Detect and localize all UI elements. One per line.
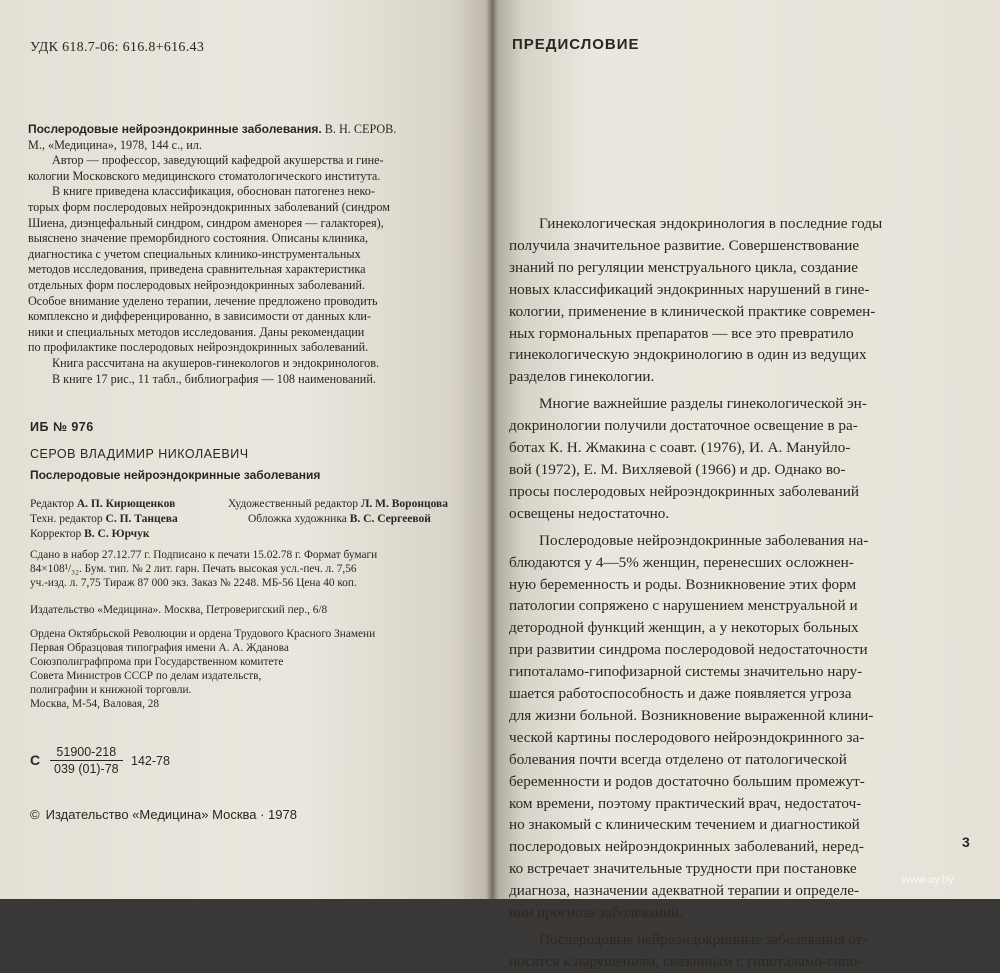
printer-line: Первая Образцовая типография имени А. А. Жданова <box>30 642 289 654</box>
printer-line: Союзполиграфпрома при Государственном комитете <box>30 656 284 668</box>
annotation-line: кологии Московского медицинского стоматологического института. <box>28 168 381 183</box>
annotation-line: отдельных форм послеродовых нейроэндокринных заболеваний. <box>28 277 366 292</box>
annotation-line: Шиена, диэнцефальный синдром, синдром аменорея — галакторея), <box>28 215 384 230</box>
annotation-line: методов исследования, приведена сравнительная характеристика <box>28 262 366 277</box>
book-gutter <box>486 0 498 899</box>
body-line: Гинекологическая эндокринология в последние годы <box>539 215 883 232</box>
credit-name: А. П. Кирющенков <box>76 498 176 510</box>
printer-line: Совета Министров СССР по делам издательств, <box>30 670 262 682</box>
credit-label: Художественный редактор <box>228 498 358 510</box>
body-line: при развитии синдрома послеродовой недостаточности <box>509 641 868 659</box>
body-line: беременности и родов достаточно большим промежут- <box>509 772 865 790</box>
index-letter: С <box>30 752 41 768</box>
index-numerator: 51900-218 <box>50 745 123 761</box>
body-line: просы послеродовых нейроэндокринных заболеваний <box>509 482 859 500</box>
body-line: гипоталамо-гипофизарной системы значительно нару- <box>509 663 863 681</box>
page-number: 3 <box>962 834 970 850</box>
body-line: болевания почти всегда отделено от патологической <box>509 750 847 768</box>
body-line: ных гормональных препаратов — все это превратило <box>509 324 854 342</box>
preface-body <box>509 213 971 973</box>
annotation-line: выяснено значение преморбидного состояния. Описаны клиника, <box>28 231 369 246</box>
credit-corrector <box>30 528 150 540</box>
index-denominator: 039 (01)-78 <box>54 762 119 776</box>
credit-tech-editor <box>30 513 178 525</box>
body-line: шается работоспособность и даже появляется угроза <box>509 685 852 703</box>
index-fraction <box>50 745 123 776</box>
credit-name: С. П. Танцева <box>105 513 178 525</box>
annotation-line: диагностика с учетом специальных клинико-инструментальных <box>28 246 361 261</box>
body-line: Послеродовые нейроэндокринные заболевания на- <box>539 531 869 549</box>
credit-editor <box>30 498 175 510</box>
publisher-address: Издательство «Медицина». Москва, Петроверигский пер., 6/8 <box>30 604 328 616</box>
body-line: диагноза, назначении адекватной терапии и определе- <box>509 882 860 900</box>
credit-label: Техн. редактор <box>30 513 103 525</box>
imprint-line: Сдано в набор 27.12.77 г. Подписано к печати 15.02.78 г. Формат бумаги <box>30 549 378 561</box>
body-line: ко встречает значительные трудности при постановке <box>509 860 857 878</box>
annotation-line: В книге приведена классификация, обоснован патогенез неко- <box>52 184 375 199</box>
annotation-line: М., «Медицина», 1978, 144 с., ил. <box>28 137 202 152</box>
body-line: ческой картины послеродового нейроэндокринного за- <box>509 728 865 746</box>
body-line: кологии, применение в клинической практике современ- <box>509 302 876 320</box>
body-line: патологии сопряжено с нарушением менструальной и <box>509 597 858 615</box>
credit-art-editor <box>228 498 448 510</box>
body-line: нии прогноза заболеваний. <box>509 904 684 922</box>
body-line: освещены недостаточно. <box>509 504 670 522</box>
body-line: гинекологическую эндокринологию в один из ведущих <box>509 346 867 364</box>
ib-number: ИБ № 976 <box>30 420 94 434</box>
credit-name: В. С. Сергеевой <box>349 513 431 525</box>
credit-name: В. С. Юрчук <box>84 528 150 540</box>
annotation-line: по профилактике послеродовых нейроэндокринных заболеваний. <box>28 340 369 355</box>
annotation-line: торых форм послеродовых нейроэндокринных заболеваний (синдром <box>28 199 390 214</box>
body-line: блюдаются у 4—5% женщин, перенесших осложнен- <box>509 553 854 571</box>
imprint-line: 84×108¹/₃₂. Бум. тип. № 2 лит. гарн. Печать высокая усл.-печ. л. 7,56 <box>30 563 357 575</box>
copyright <box>30 807 297 822</box>
annotation-line: ники и специальных методов исследования. Даны рекомендации <box>28 324 365 339</box>
body-line: ботах К. Н. Жмакина с соавт. (1976), И. А. Мануйло- <box>509 439 851 457</box>
body-line: послеродовых нейроэндокринных заболеваний, неред- <box>509 838 864 856</box>
copyright-text: Издательство «Медицина» Москва · 1978 <box>45 807 297 822</box>
annotation-author: В. Н. СЕРОВ. <box>321 122 397 136</box>
credit-label: Обложка художника <box>248 513 347 525</box>
body-line: но знакомый с клиническим течением и диагностикой <box>509 816 860 834</box>
body-line: носятся к нарушениям, связанным с гипоталамо-гипо- <box>509 952 863 970</box>
annotation-title: Послеродовые нейроэндокринные заболевания. <box>28 122 322 136</box>
body-line: Многие важнейшие разделы гинекологической эн- <box>539 395 867 413</box>
printer-line: Москва, М-54, Валовая, 28 <box>30 698 160 710</box>
annotation <box>28 122 473 387</box>
body-line: получила значительное развитие. Совершенствование <box>509 236 860 254</box>
body-line: ком времени, поэтому практический врач, недостаточ- <box>509 794 862 812</box>
udk-code: УДК 618.7-06: 616.8+616.43 <box>30 40 205 55</box>
left-page <box>0 0 492 899</box>
annotation-line: Особое внимание уделено терапии, лечение предложено проводить <box>28 293 378 308</box>
body-line: знаний по регуляции менструального цикла, создание <box>509 258 859 276</box>
annotation-line: В книге 17 рис., 11 табл., библиография — 108 наименований. <box>52 371 376 386</box>
credit-label: Редактор <box>30 498 74 510</box>
credit-label: Корректор <box>30 528 82 540</box>
body-line: Послеродовые нейроэндокринные заболевания от- <box>539 931 868 948</box>
annotation-line <box>28 122 473 138</box>
body-line: для жизни больной. Возникновение выраженной клини- <box>509 706 874 724</box>
body-line: ную беременность и роды. Возникновение этих форм <box>509 575 857 593</box>
annotation-line: комплексно и дифференцированно, в зависимости от данных кли- <box>28 309 372 324</box>
copyright-icon: © <box>30 807 40 822</box>
annotation-line: Книга рассчитана на акушеров-гинекологов и эндокринологов. <box>52 355 380 370</box>
body-line: вой (1972), Е. М. Вихляевой (1966) и др. Однако во- <box>509 460 846 478</box>
book-title: Послеродовые нейроэндокринные заболевания <box>30 468 321 482</box>
preface-heading: ПРЕДИСЛОВИЕ <box>512 36 640 53</box>
body-line: новых классификаций эндокринных нарушений в гине- <box>509 280 870 298</box>
credit-name: Л. М. Воронцова <box>360 498 448 510</box>
body-line: разделов гинекологии. <box>509 368 655 386</box>
watermark: www.ay.by <box>902 874 954 886</box>
imprint-line: уч.-изд. л. 7,75 Тираж 87 000 экз. Заказ № 2248. МБ-56 Цена 40 коп. <box>30 577 357 589</box>
annotation-line: Автор — профессор, заведующий кафедрой акушерства и гине- <box>52 153 384 168</box>
author-name: СЕРОВ ВЛАДИМИР НИКОЛАЕВИЧ <box>30 447 249 461</box>
printer-line: полиграфии и книжной торговли. <box>30 684 192 696</box>
credit-cover-artist <box>248 513 431 525</box>
index-code: 142-78 <box>131 754 170 768</box>
body-line: детородной функций женщин, а у некоторых больных <box>509 619 859 637</box>
body-line: докринологии получили достаточное освещение в ра- <box>509 417 858 435</box>
printer-line: Ордена Октябрьской Революции и ордена Трудового Красного Знамени <box>30 628 376 640</box>
